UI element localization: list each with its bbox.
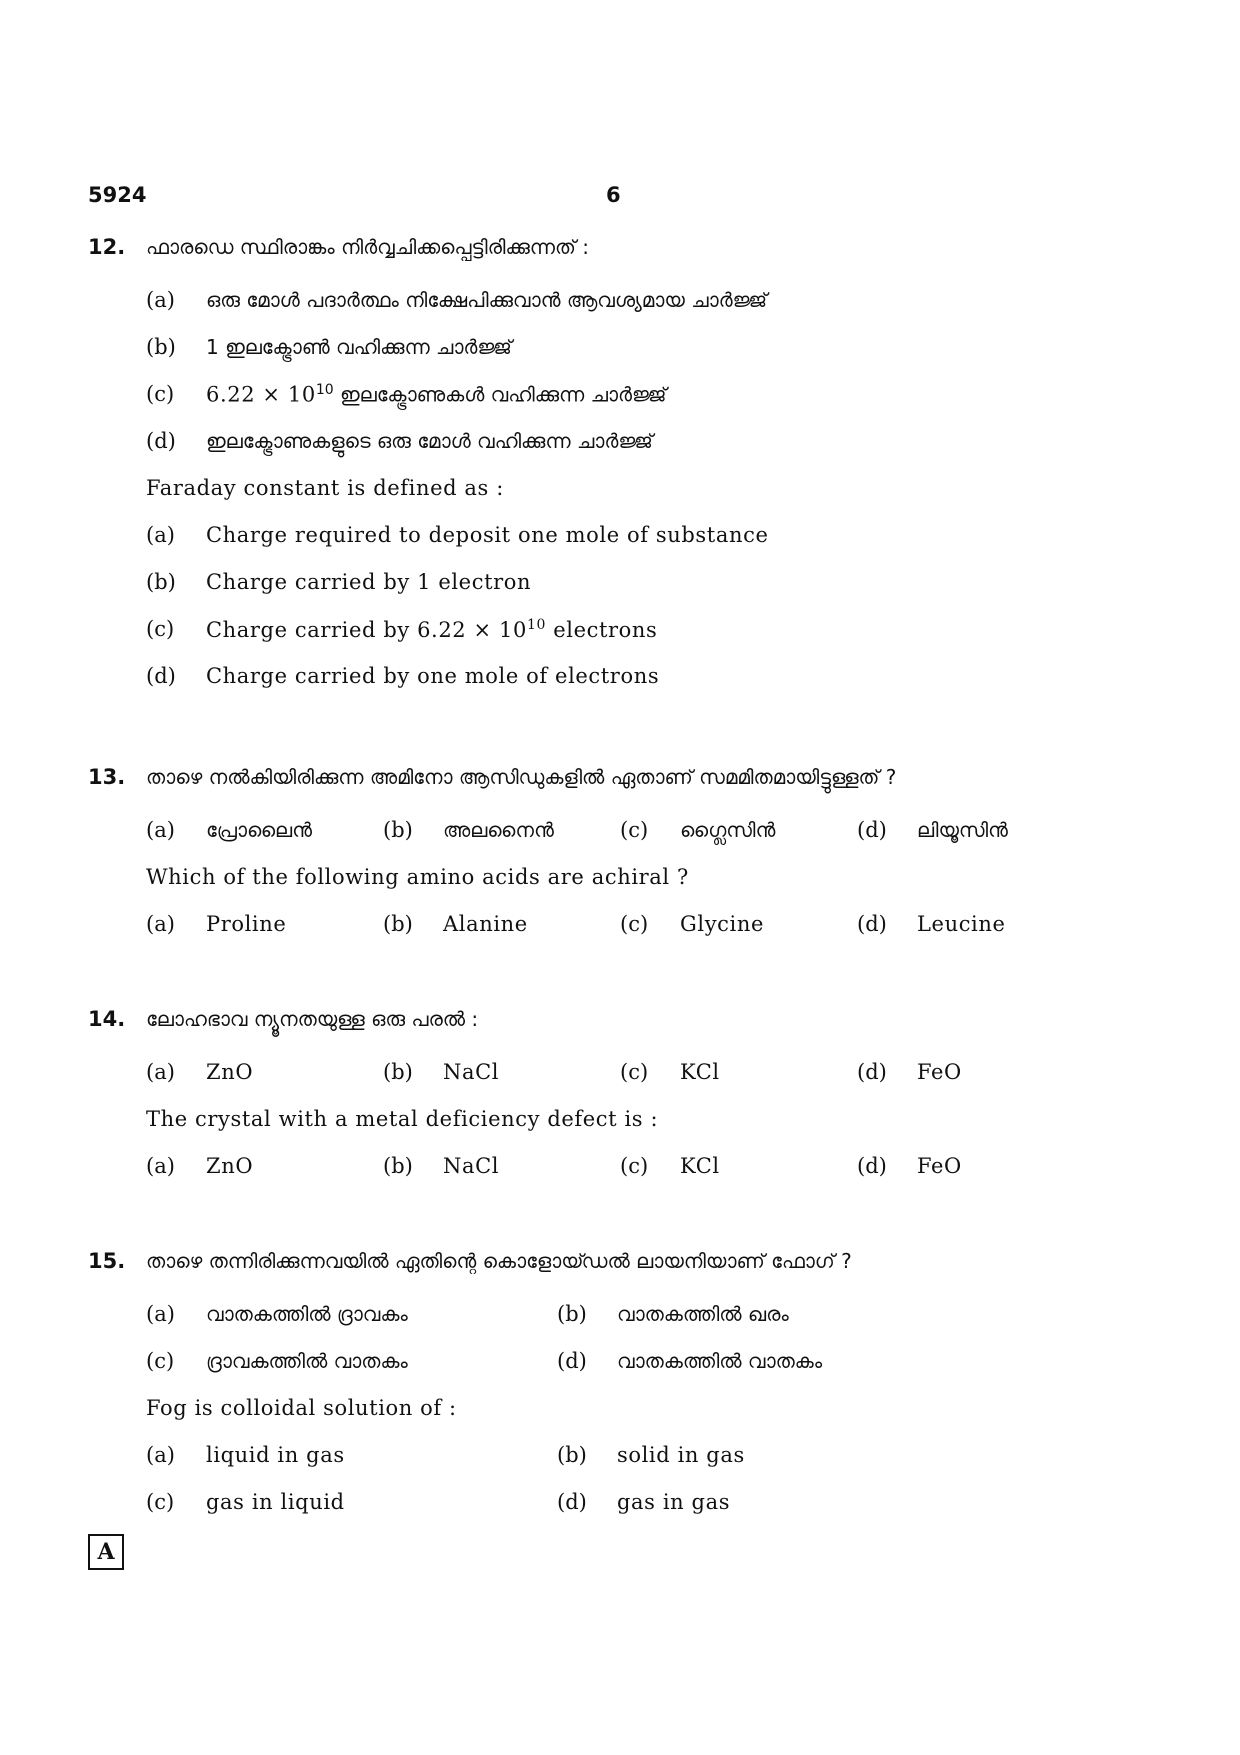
option-text: പ്രോലൈൻ (206, 818, 313, 842)
option-text: gas in gas (617, 1490, 731, 1514)
option-text: ഇലക്ട്രോണുകളുടെ ഒരു മോൾ വഹിക്കുന്ന ചാർജ്ജ് (206, 429, 653, 453)
option-label: (d) (857, 1060, 887, 1084)
option-text: Leucine (917, 912, 1006, 936)
option-text: വാതകത്തിൽ ഖരം (617, 1302, 789, 1326)
option-label: (b) (557, 1302, 587, 1326)
option-text: $6.22 \times 10^{10}$ ഇലക്ട്രോണുകൾ വഹിക്കുന്ന ചാർജ്ജ് (206, 382, 667, 407)
option-text: അലനൈൻ (443, 818, 554, 842)
question-stem-ml: താഴെ നൽകിയിരിക്കുന്ന അമിനോ ആസിഡുകളിൽ ഏതാണ് സമമിതമായിട്ടുള്ളത് ? (146, 765, 897, 789)
option-label: (b) (146, 335, 176, 359)
option-label: (c) (146, 382, 175, 406)
question-stem-en: Faraday constant is defined as : (146, 476, 504, 500)
option-label: (d) (857, 1154, 887, 1178)
question-stem-en: Fog is colloidal solution of : (146, 1396, 457, 1420)
option-text: ദ്രാവകത്തിൽ വാതകം (206, 1349, 408, 1373)
option-label: (b) (383, 912, 413, 936)
option-text: KCl (680, 1060, 720, 1084)
question-stem-ml: ഫാരഡെ സ്ഥിരാങ്കം നിർവ്വചിക്കപ്പെട്ടിരിക്കുന്നത് : (146, 235, 589, 259)
option-label: (c) (620, 1060, 649, 1084)
option-text: Charge required to deposit one mole of substance (206, 523, 769, 547)
option-label: (b) (557, 1443, 587, 1467)
option-text: KCl (680, 1154, 720, 1178)
option-label: (d) (146, 429, 176, 453)
paper-code: 5924 (88, 183, 147, 207)
option-label: (d) (557, 1349, 587, 1373)
option-label: (c) (620, 818, 649, 842)
option-label: (a) (146, 1443, 175, 1467)
option-text: NaCl (443, 1154, 500, 1178)
option-text: വാതകത്തിൽ ദ്രാവകം (206, 1302, 408, 1326)
option-text: Charge carried by $6.22 \times 10^{10}$ electrons (206, 617, 658, 642)
option-text: NaCl (443, 1060, 500, 1084)
question-stem-ml: ലോഹഭാവ ന്യൂനതയുള്ള ഒരു പരൽ : (146, 1007, 479, 1031)
option-text: Glycine (680, 912, 764, 936)
option-label: (c) (620, 912, 649, 936)
question-number: 13. (88, 765, 126, 789)
page-number: 6 (606, 183, 621, 207)
question-stem-en: The crystal with a metal deficiency defect is : (146, 1107, 659, 1131)
option-label: (c) (146, 617, 175, 641)
question-stem-en: Which of the following amino acids are achiral ? (146, 865, 689, 889)
option-text: solid in gas (617, 1443, 745, 1467)
option-text: Charge carried by 1 electron (206, 570, 532, 594)
series-box: A (88, 1534, 124, 1570)
option-label: (b) (383, 1060, 413, 1084)
option-label: (d) (146, 664, 176, 688)
option-label: (d) (857, 818, 887, 842)
option-label: (b) (383, 1154, 413, 1178)
option-text: ലിയൂസിൻ (917, 818, 1008, 842)
option-text: Alanine (443, 912, 528, 936)
option-label: (d) (857, 912, 887, 936)
option-text: liquid in gas (206, 1443, 345, 1467)
option-label: (a) (146, 912, 175, 936)
option-label: (a) (146, 1154, 175, 1178)
option-label: (a) (146, 523, 175, 547)
option-label: (c) (146, 1349, 175, 1373)
option-label: (d) (557, 1490, 587, 1514)
question-number: 12. (88, 235, 126, 259)
question-number: 14. (88, 1007, 126, 1031)
option-label: (a) (146, 1302, 175, 1326)
option-text: FeO (917, 1154, 962, 1178)
option-text: ഒരു മോൾ പദാർത്ഥം നിക്ഷേപിക്കുവാൻ ആവശ്യമായ ചാർജ്ജ് (206, 288, 768, 312)
option-text: gas in liquid (206, 1490, 345, 1514)
option-label: (a) (146, 288, 175, 312)
option-text: Charge carried by one mole of electrons (206, 664, 660, 688)
question-stem-ml: താഴെ തന്നിരിക്കുന്നവയിൽ ഏതിന്റെ കൊളോയ്ഡൽ ലായനിയാണ് ഫോഗ് ? (146, 1249, 852, 1273)
option-text: 1 ഇലക്ട്രോൺ വഹിക്കുന്ന ചാർജ്ജ് (206, 335, 512, 359)
question-number: 15. (88, 1249, 126, 1273)
option-text: Proline (206, 912, 287, 936)
option-label: (b) (146, 570, 176, 594)
option-text: വാതകത്തിൽ വാതകം (617, 1349, 823, 1373)
option-text: ZnO (206, 1060, 254, 1084)
option-text: FeO (917, 1060, 962, 1084)
option-label: (b) (383, 818, 413, 842)
option-label: (a) (146, 1060, 175, 1084)
option-label: (c) (146, 1490, 175, 1514)
option-label: (c) (620, 1154, 649, 1178)
option-label: (a) (146, 818, 175, 842)
option-text: ഗ്ലൈസിൻ (680, 818, 776, 842)
option-text: ZnO (206, 1154, 254, 1178)
